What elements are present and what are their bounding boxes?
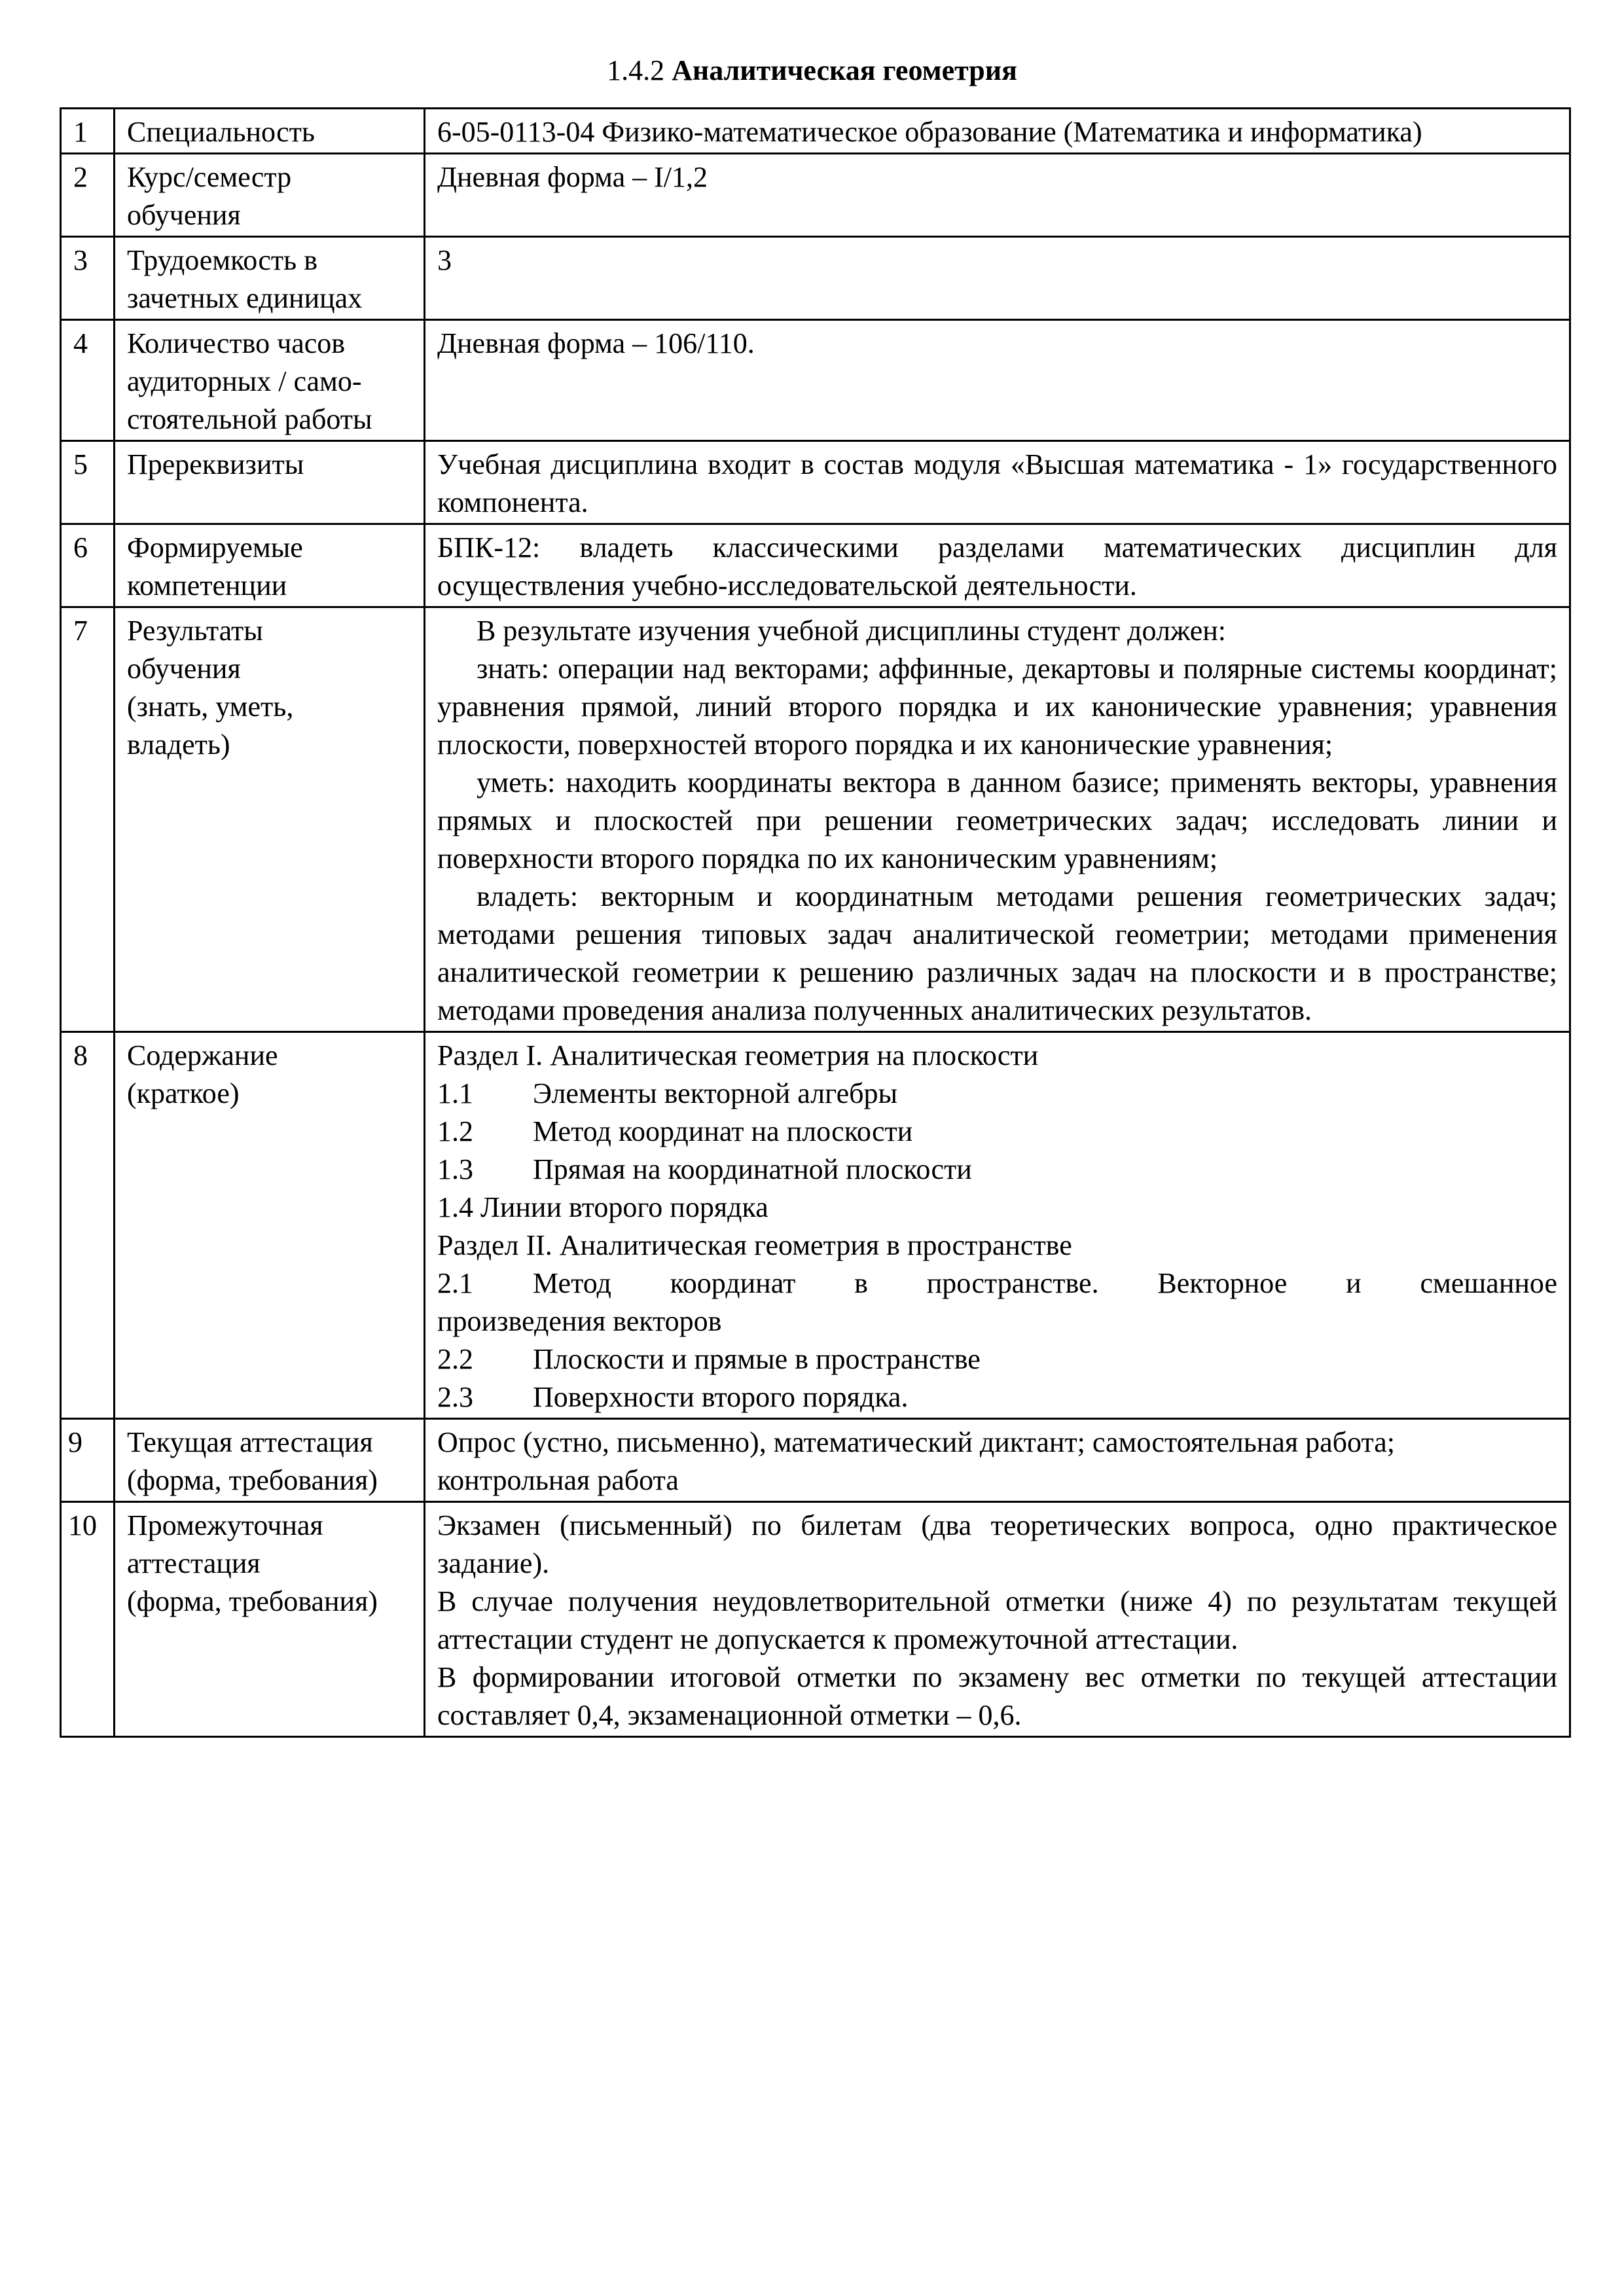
row-number: 10	[61, 1502, 115, 1737]
row-label: Формируемые компетенции	[115, 524, 425, 607]
item-number: 2.3	[437, 1381, 473, 1413]
item-text: Поверхности второго порядка.	[533, 1381, 909, 1413]
label-line: (форма, требования)	[127, 1585, 378, 1617]
content-item: 1.4 Линии второго порядка	[437, 1191, 768, 1223]
value-line: контрольная работа	[437, 1464, 679, 1496]
table-row	[61, 1419, 1570, 1502]
value-line: Опрос (устно, письменно), математический диктант; самостоятельная работа;	[437, 1426, 1395, 1458]
table-row	[61, 154, 1570, 237]
label-line: (краткое)	[127, 1077, 240, 1109]
item-text: Прямая на координатной плоскости	[533, 1153, 972, 1185]
row-number: 7	[61, 607, 115, 1032]
row-number: 3	[61, 237, 115, 320]
row-value: БПК-12: владеть классическими разделами математических дисциплин для осуществления учебно-исследовательской деятельности.	[425, 524, 1570, 607]
row-value	[425, 1032, 1570, 1419]
item-text: Плоскости и прямые в пространстве	[533, 1343, 981, 1375]
item-continuation: произведения векторов	[437, 1305, 722, 1337]
content-item	[437, 1378, 1557, 1416]
results-paragraph: владеть: векторным и координатным методами решения геометрических задач; методами решения типовых задач аналитической геометрии; методами применения аналитической геометрии к решению различных задач на плоскости и в пространстве; методами проведения анализа полученных аналитических результатов.	[437, 880, 1557, 1026]
item-text: Метод координат в пространстве. Векторное и смешанное	[533, 1267, 1557, 1299]
row-label	[115, 607, 425, 1032]
results-paragraph: знать: операции над векторами; аффинные, декартовы и полярные системы координат; уравнения прямой, линий второго порядка и их канонические уравнения; уравнения плоскости, поверхностей второго порядка и их канонические уравнения;	[437, 653, 1557, 761]
row-label: Пререквизиты	[115, 441, 425, 524]
label-line: Количество часов	[127, 327, 346, 359]
section-heading: Раздел II. Аналитическая геометрия в пространстве	[437, 1229, 1072, 1261]
row-label	[115, 1419, 425, 1502]
attestation-paragraph: В случае получения неудовлетворительной отметки (ниже 4) по результатам текущей аттестации студент не допускается к промежуточной аттестации.	[437, 1585, 1557, 1655]
label-line: владеть)	[127, 728, 230, 761]
table-row	[61, 237, 1570, 320]
content-item	[437, 1113, 1557, 1151]
label-line: аттестация	[127, 1547, 261, 1579]
row-number: 4	[61, 320, 115, 441]
results-paragraph: уметь: находить координаты вектора в данном базисе; применять векторы, уравнения прямых и плоскостей при решении геометрических задач; исследовать линии и поверхности второго порядка по их каноническим уравнениям;	[437, 766, 1557, 874]
row-value: Учебная дисциплина входит в состав модуля «Высшая математика - 1» государственного компонента.	[425, 441, 1570, 524]
row-number: 1	[61, 109, 115, 154]
table-row	[61, 524, 1570, 607]
table-row	[61, 1502, 1570, 1737]
row-value: Дневная форма – I/1,2	[425, 154, 1570, 237]
row-value	[425, 1419, 1570, 1502]
row-label: Специальность	[115, 109, 425, 154]
item-number: 1.2	[437, 1115, 473, 1147]
row-label: Курс/семестр обучения	[115, 154, 425, 237]
row-value: 6-05-0113-04 Физико-математическое образование (Математика и информатика)	[425, 109, 1570, 154]
title-name: Аналитическая геометрия	[672, 54, 1017, 86]
label-line: Текущая аттестация	[127, 1426, 373, 1458]
attestation-paragraph: Экзамен (письменный) по билетам (два теоретических вопроса, одно практическое задание).	[437, 1509, 1557, 1579]
label-line: Промежуточная	[127, 1509, 323, 1541]
row-value	[425, 1502, 1570, 1737]
row-number: 2	[61, 154, 115, 237]
table-row	[61, 320, 1570, 441]
section-heading: Раздел I. Аналитическая геометрия на плоскости	[437, 1039, 1039, 1071]
content-item	[437, 1340, 1557, 1378]
table-row	[61, 109, 1570, 154]
table-row	[61, 607, 1570, 1032]
item-number: 2.1	[437, 1267, 473, 1299]
course-table	[60, 107, 1571, 1738]
content-item	[437, 1265, 1557, 1302]
row-number: 5	[61, 441, 115, 524]
item-number: 1.1	[437, 1077, 473, 1109]
title-number: 1.4.2	[607, 54, 665, 86]
row-label	[115, 320, 425, 441]
item-text: Метод координат на плоскости	[533, 1115, 913, 1147]
row-label: Трудоемкость в зачетных единицах	[115, 237, 425, 320]
results-paragraph: В результате изучения учебной дисциплины студент должен:	[477, 615, 1227, 647]
label-line: Результаты	[127, 615, 263, 647]
content-item	[437, 1151, 1557, 1189]
label-line: стоятельной работы	[127, 403, 372, 435]
row-number: 6	[61, 524, 115, 607]
label-line: (знать, уметь,	[127, 691, 294, 723]
row-number: 9	[61, 1419, 115, 1502]
content-item	[437, 1075, 1557, 1113]
row-value: Дневная форма – 106/110.	[425, 320, 1570, 441]
attestation-paragraph: В формировании итоговой отметки по экзамену вес отметки по текущей аттестации составляет 0,4, экзаменационной отметки – 0,6.	[437, 1661, 1557, 1731]
page-title	[0, 52, 1624, 89]
label-line: обучения	[127, 653, 241, 685]
row-label	[115, 1502, 425, 1737]
row-value	[425, 607, 1570, 1032]
table-row	[61, 1032, 1570, 1419]
label-line: аудиторных / само-	[127, 365, 362, 397]
row-label	[115, 1032, 425, 1419]
row-value: 3	[425, 237, 1570, 320]
label-line: Содержание	[127, 1039, 278, 1071]
row-number: 8	[61, 1032, 115, 1419]
item-text: Элементы векторной алгебры	[533, 1077, 898, 1109]
label-line: (форма, требования)	[127, 1464, 378, 1496]
item-number: 1.3	[437, 1153, 473, 1185]
table-row	[61, 441, 1570, 524]
item-number: 2.2	[437, 1343, 473, 1375]
